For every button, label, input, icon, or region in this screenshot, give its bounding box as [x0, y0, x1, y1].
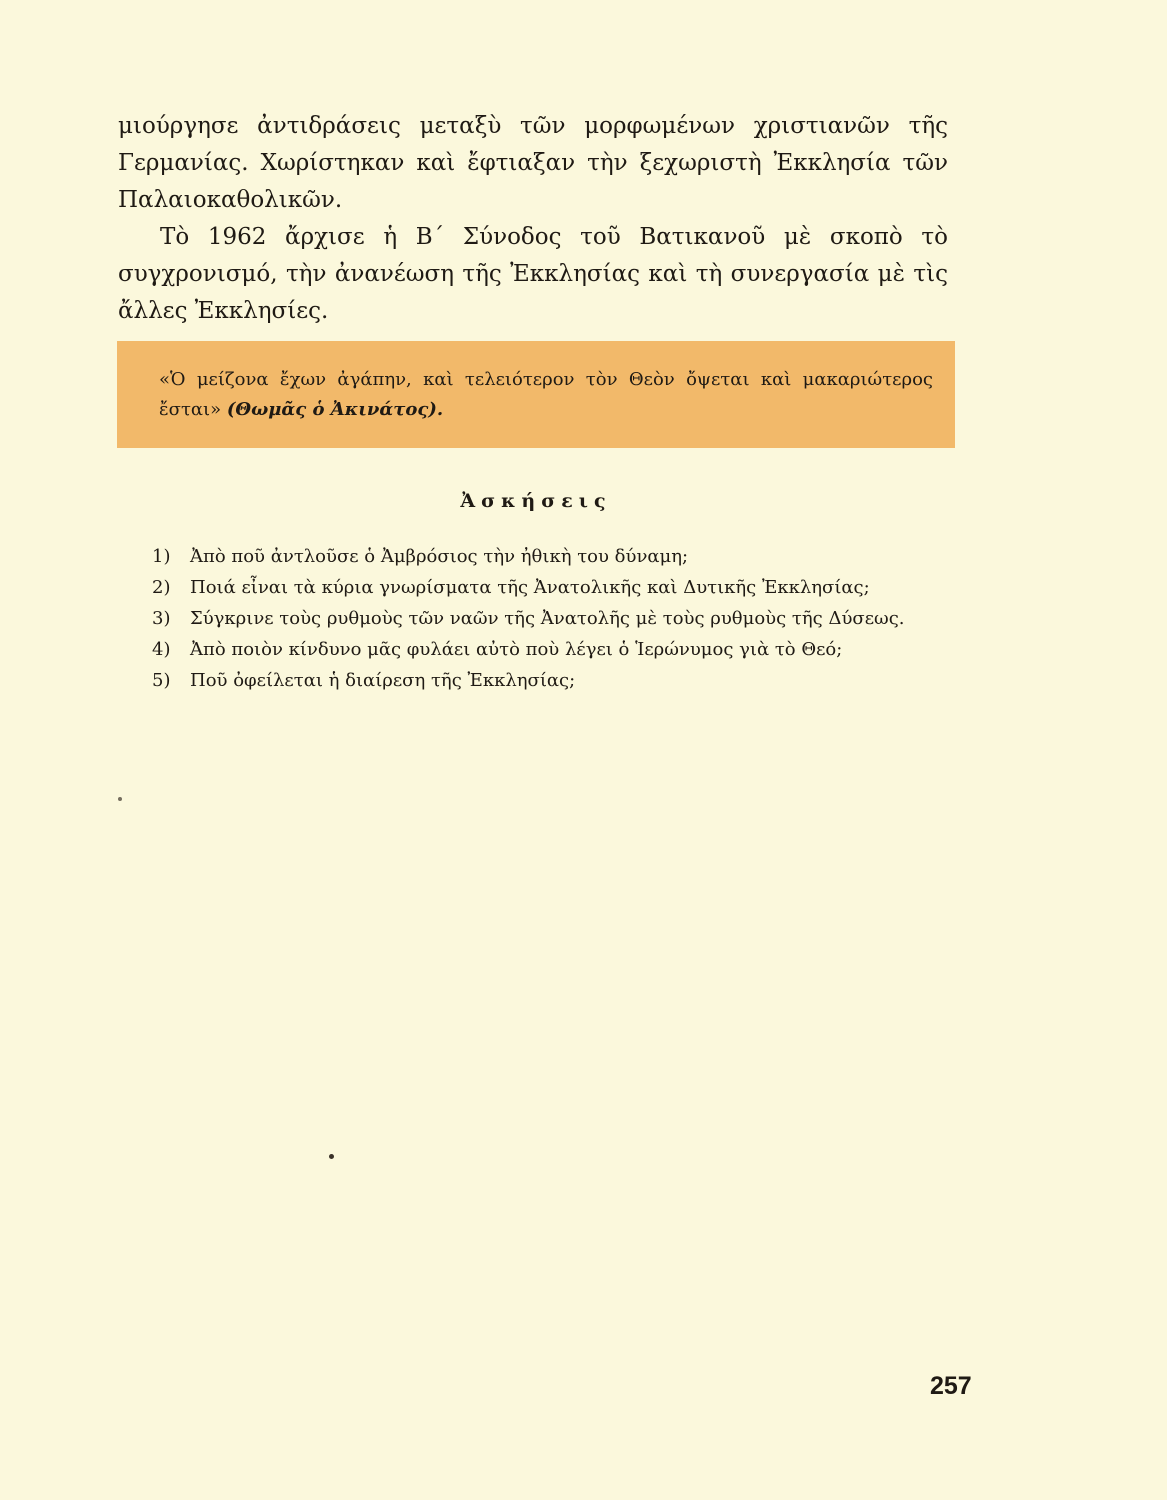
paragraph: Τὸ 1962 ἄρχισε ἡ Β΄ Σύνοδος τοῦ Βατικανοῦ μὲ σκοπὸ τὸ συγχρονισμό, τὴν ἀνανέωση τῆς Ἐκκλησίας καὶ τὴ συνεργασία μὲ τὶς ἄλλες Ἐκκλησίες. [118, 224, 948, 324]
exercise-item [152, 541, 962, 572]
ink-speck [118, 797, 122, 801]
exercise-number: 2) [152, 577, 171, 598]
quote-box [117, 341, 955, 448]
exercise-list [152, 541, 962, 696]
exercise-item [152, 665, 962, 696]
exercises-heading: Ἀσκήσεις [460, 490, 612, 512]
exercise-text: Σύγκρινε τοὺς ρυθμοὺς τῶν ναῶν τῆς Ἀνατολῆς μὲ τοὺς ρυθμοὺς τῆς Δύσεως. [190, 608, 905, 629]
exercise-number: 1) [152, 546, 171, 567]
exercise-item [152, 603, 962, 634]
quote-attribution: (Θωμᾶς ὁ Ἀκινάτος). [226, 399, 444, 420]
paragraph: μιούργησε ἀντιδράσεις μεταξὺ τῶν μορφωμένων χριστιανῶν τῆς Γερμανίας. Χωρίστηκαν καὶ ἔφτιαξαν τὴν ξεχωριστὴ Ἐκκλησία τῶν Παλαιοκαθολικῶν. [118, 113, 948, 213]
exercise-text: Ποιά εἶναι τὰ κύρια γνωρίσματα τῆς Ἀνατολικῆς καὶ Δυτικῆς Ἐκκλησίας; [190, 577, 870, 598]
exercise-item [152, 634, 962, 665]
page-number: 257 [930, 1372, 972, 1400]
exercise-number: 4) [152, 639, 171, 660]
exercise-number: 5) [152, 670, 171, 691]
exercise-text: Ποῦ ὀφείλεται ἡ διαίρεση τῆς Ἐκκλησίας; [190, 670, 576, 691]
ink-speck [329, 1154, 334, 1159]
exercise-number: 3) [152, 608, 171, 629]
exercise-text: Ἀπὸ ποιὸν κίνδυνο μᾶς φυλάει αὐτὸ ποὺ λέγει ὁ Ἱερώνυμος γιὰ τὸ Θεό; [190, 639, 843, 660]
quote-text: «Ὁ μείζονα ἔχων ἀγάπην, καὶ τελειότερον τὸν Θεὸν ὄψεται καὶ μακαριώτερος ἔσται» [159, 369, 933, 420]
exercise-item [152, 572, 962, 603]
exercise-text: Ἀπὸ ποῦ ἀντλοῦσε ὁ Ἀμβρόσιος τὴν ἠθικὴ του δύναμη; [190, 546, 689, 567]
body-text [118, 108, 948, 330]
